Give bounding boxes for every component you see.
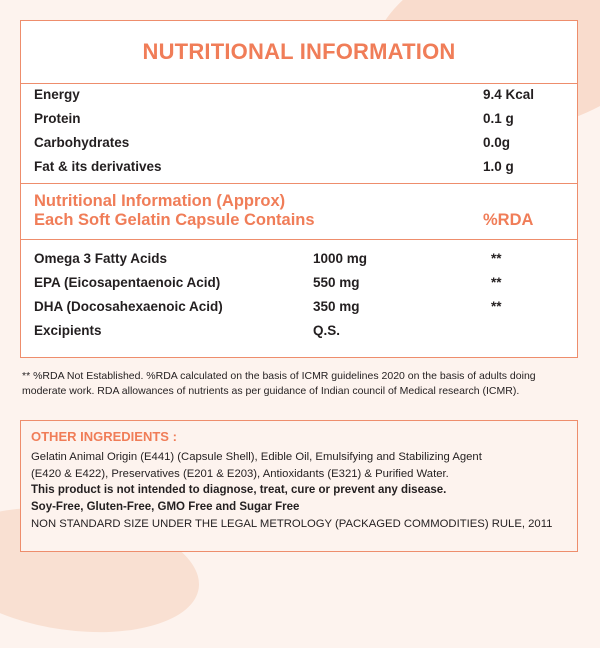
nutrition-card — [20, 20, 578, 358]
capsule-row-rda: ** — [491, 251, 502, 266]
capsule-row-rda: ** — [491, 275, 502, 290]
other-ingredients-title: OTHER INGREDIENTS : — [31, 429, 177, 444]
nutrition-label-carbohydrates: Carbohydrates — [34, 135, 130, 150]
capsule-row-name: DHA (Docosahexaenoic Acid) — [34, 299, 223, 314]
capsule-row-rda: ** — [491, 299, 502, 314]
nutrition-value-carbohydrates: 0.0g — [483, 135, 511, 150]
capsule-row-name: Omega 3 Fatty Acids — [34, 251, 168, 266]
other-ingredients-box — [20, 420, 578, 552]
section-heading-line1: Nutritional Information (Approx) — [34, 192, 286, 210]
nutrition-label-energy: Energy — [34, 87, 80, 102]
ingredients-text-line: (E420 & E422), Preservatives (E201 & E203), Antioxidants (E321) & Purified Water. — [31, 467, 449, 480]
footnote-line: ** %RDA Not Established. %RDA calculated on the basis of ICMR guidelines 2020 on the basis of adults doing — [22, 370, 536, 382]
nutrition-label-protein: Protein — [34, 111, 81, 126]
capsule-row-amount: 350 mg — [313, 299, 360, 314]
ingredients-text-line: Gelatin Animal Origin (E441) (Capsule Shell), Edible Oil, Emulsifying and Stabilizing Agent — [31, 451, 482, 463]
legal-metrology-text: NON STANDARD SIZE UNDER THE LEGAL METROLOGY (PACKAGED COMMODITIES) RULE, 2011 — [31, 518, 553, 530]
nutrition-label-fat: Fat & its derivatives — [34, 159, 162, 174]
nutrition-value-protein: 0.1 g — [483, 111, 514, 126]
capsule-row-amount: Q.S. — [313, 323, 341, 338]
rda-footnote — [22, 369, 582, 399]
dietary-claims-text: Soy-Free, Gluten-Free, GMO Free and Sugar Free — [31, 501, 300, 513]
footnote-line: moderate work. RDA allowances of nutrients as per guidance of Indian council of Medical research (ICMR). — [22, 385, 520, 397]
divider — [21, 239, 577, 240]
divider — [21, 183, 577, 184]
nutrition-card-header — [21, 21, 577, 84]
capsule-row-amount: 550 mg — [313, 275, 360, 290]
disclaimer-text: This product is not intended to diagnose, treat, cure or prevent any disease. — [31, 484, 447, 496]
rda-column-heading: %RDA — [483, 211, 534, 229]
nutrition-value-energy: 9.4 Kcal — [483, 87, 535, 102]
nutrition-value-fat: 1.0 g — [483, 159, 514, 174]
section-heading-line2: Each Soft Gelatin Capsule Contains — [34, 211, 315, 229]
capsule-row-name: EPA (Eicosapentaenoic Acid) — [34, 275, 221, 290]
capsule-row-amount: 1000 mg — [313, 251, 368, 266]
capsule-row-name: Excipients — [34, 323, 102, 338]
nutrition-title: NUTRITIONAL INFORMATION — [142, 39, 456, 64]
